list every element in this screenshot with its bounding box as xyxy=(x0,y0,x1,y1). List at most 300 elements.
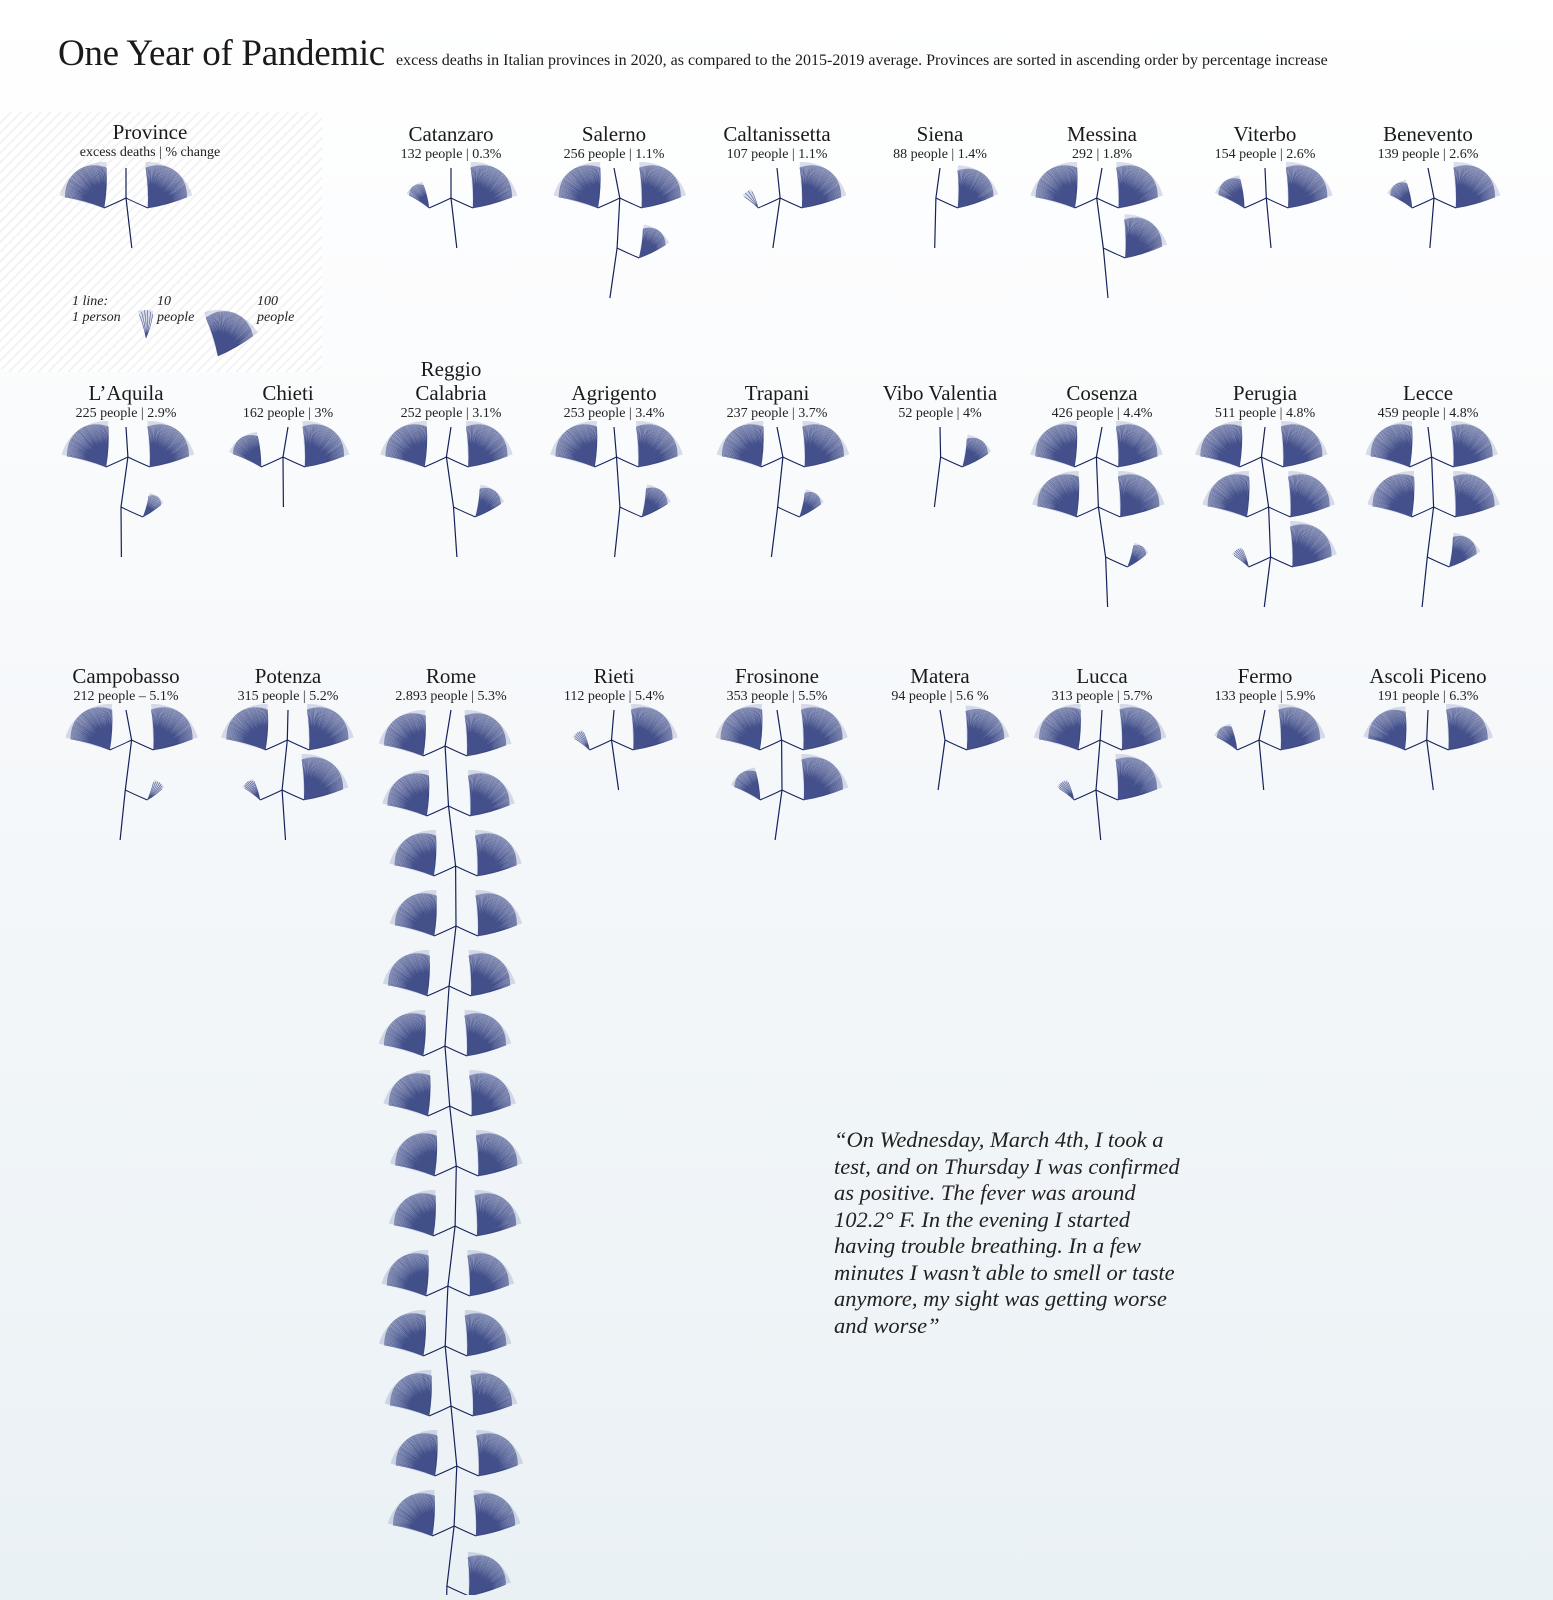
province-branch xyxy=(1215,162,1333,248)
branch xyxy=(1271,557,1293,567)
leaf-lines xyxy=(1454,165,1495,208)
branch xyxy=(265,740,287,750)
branch xyxy=(428,1106,450,1116)
leaf-lines xyxy=(1286,165,1327,208)
leaf-lines xyxy=(802,757,843,800)
leaf-lines xyxy=(384,1013,426,1056)
branch xyxy=(434,926,456,936)
branch xyxy=(429,198,451,208)
branch xyxy=(457,1466,479,1476)
leaf-shade xyxy=(390,1130,437,1176)
province-name: Vibo Valentia xyxy=(882,381,998,405)
leaf-shade xyxy=(1032,471,1079,517)
leaf-shade xyxy=(229,432,261,467)
province-card xyxy=(692,122,862,164)
province-stat: 252 people | 3.1% xyxy=(400,406,502,421)
branch xyxy=(1244,198,1266,208)
province-name: Perugia xyxy=(1232,381,1298,405)
branch xyxy=(620,198,642,208)
leaf-shade xyxy=(1281,421,1328,467)
province-stat: 132 people | 0.3% xyxy=(400,147,502,162)
stem xyxy=(121,427,128,557)
stem xyxy=(610,168,620,298)
leaf-lines xyxy=(1371,424,1412,467)
province-name: Lecce xyxy=(1402,381,1454,405)
province-card xyxy=(529,664,699,706)
leaf-lines xyxy=(469,953,510,996)
leaf-shade xyxy=(143,493,164,517)
province-branch xyxy=(1214,704,1325,790)
chart-title: One Year of Pandemic xyxy=(58,33,385,74)
stem xyxy=(934,427,940,507)
leaf-lines xyxy=(385,424,427,467)
province-name: Ascoli Piceno xyxy=(1369,664,1487,688)
leaf-shade xyxy=(468,1552,511,1596)
leaf-lines xyxy=(143,495,161,517)
province-stat: 94 people | 5.6 % xyxy=(891,689,989,704)
province-name: Rome xyxy=(425,664,477,688)
leaf-shade xyxy=(303,421,350,467)
branch xyxy=(427,806,449,816)
leaf-lines xyxy=(966,709,1004,750)
branch xyxy=(456,926,478,936)
province-card xyxy=(692,664,862,706)
leaf-shade xyxy=(1030,162,1077,208)
stem xyxy=(282,710,288,840)
leaf-lines xyxy=(474,1493,515,1536)
branch xyxy=(106,457,128,467)
stem xyxy=(283,427,288,507)
leaf-lines xyxy=(722,424,764,467)
leaf-shade xyxy=(963,435,992,467)
branch xyxy=(449,806,471,816)
branch xyxy=(1259,740,1281,750)
branch xyxy=(283,457,305,467)
branch xyxy=(454,1526,476,1536)
leaf-lines xyxy=(303,424,344,467)
leaf-lines xyxy=(148,424,189,467)
branch xyxy=(1266,198,1288,208)
stem xyxy=(612,710,619,790)
leaf-shade xyxy=(380,421,427,467)
branch xyxy=(450,1106,472,1116)
leaf-lines xyxy=(556,424,598,467)
leaf-shade xyxy=(715,704,762,750)
province-stat: 2.893 people | 5.3% xyxy=(395,689,507,704)
leaf-shade xyxy=(383,950,430,996)
province-stat: 426 people | 4.4% xyxy=(1051,406,1153,421)
province-name: Matera xyxy=(910,664,970,688)
leaf-shade xyxy=(406,182,429,208)
branch xyxy=(1078,740,1100,750)
leaf-lines xyxy=(1118,474,1159,517)
stem xyxy=(938,710,945,790)
province-card xyxy=(41,381,211,423)
leaf-shade xyxy=(476,890,523,936)
branch xyxy=(449,986,471,996)
province-name: Cosenza xyxy=(1066,381,1138,405)
province-branch xyxy=(1034,704,1167,840)
leaf-shade xyxy=(1120,704,1167,750)
province-stat: 112 people | 5.4% xyxy=(563,689,665,704)
leaf-shade xyxy=(1363,706,1405,750)
province-stat: 313 people | 5.7% xyxy=(1051,689,1153,704)
leaf-shade xyxy=(474,1490,521,1536)
leaf-shade xyxy=(1367,471,1414,517)
province-stat: 353 people | 5.5% xyxy=(726,689,828,704)
province-branch xyxy=(1363,704,1493,790)
branch xyxy=(1106,557,1128,567)
leaf-shade xyxy=(476,485,505,517)
leaf-lines xyxy=(745,191,759,208)
province-card xyxy=(1343,664,1513,706)
leaf-shade xyxy=(1202,471,1249,517)
branch xyxy=(1103,248,1125,258)
leaf-lines xyxy=(151,707,192,750)
branch xyxy=(1412,198,1434,208)
leaf-shade xyxy=(385,1370,432,1416)
province-stat: 256 people | 1.1% xyxy=(563,147,665,162)
leaf-lines xyxy=(470,1073,511,1116)
leaf-shade xyxy=(1195,421,1242,467)
leaf-lines xyxy=(1281,424,1322,467)
leaf-lines xyxy=(1373,474,1415,517)
leaf-lines xyxy=(639,228,665,258)
branch xyxy=(434,866,456,876)
province-card xyxy=(1180,122,1350,164)
leaf-lines xyxy=(1447,707,1488,750)
leaf-lines xyxy=(384,1313,426,1356)
branch xyxy=(287,740,309,750)
branch xyxy=(423,1046,445,1056)
province-card xyxy=(366,122,536,164)
branch xyxy=(132,740,154,750)
branch xyxy=(445,1046,467,1056)
province-stat: 88 people | 1.4% xyxy=(893,147,987,162)
leaf-shade xyxy=(1118,471,1165,517)
province-name: Frosinone xyxy=(735,664,819,688)
leaf-lines xyxy=(465,713,506,756)
leaf-shade xyxy=(1446,704,1493,750)
province-branch xyxy=(935,165,999,248)
branch xyxy=(590,740,612,750)
leaf-lines xyxy=(395,1133,437,1176)
branch xyxy=(598,198,620,208)
province-branch xyxy=(65,704,198,840)
branch xyxy=(432,1526,454,1536)
leaf-shade xyxy=(476,1430,523,1476)
province-branch xyxy=(62,421,195,557)
province-name: Viterbo xyxy=(1233,122,1297,146)
branch xyxy=(1434,507,1456,517)
legend-name: Province xyxy=(112,120,188,144)
province-stat: 237 people | 3.7% xyxy=(726,406,828,421)
province-card xyxy=(855,664,1025,706)
province-card xyxy=(529,122,699,164)
leaf-lines xyxy=(1120,707,1161,750)
branch xyxy=(760,790,782,800)
province-stat: 212 people – 5.1% xyxy=(73,689,179,704)
leaf-shade xyxy=(62,421,109,467)
stem xyxy=(1261,427,1270,607)
branch xyxy=(783,457,805,467)
branch xyxy=(1098,507,1120,517)
leaf-lines xyxy=(1234,549,1249,567)
province-name: Benevento xyxy=(1383,122,1473,146)
leaf-shade xyxy=(743,189,758,208)
leaf-lines xyxy=(393,1493,435,1536)
leaf-lines xyxy=(71,707,113,750)
province-stat: 154 people | 2.6% xyxy=(1214,147,1316,162)
leaf-lines xyxy=(388,953,430,996)
leaf-shade xyxy=(800,489,824,517)
leaf-lines xyxy=(640,165,681,208)
leaf-shade xyxy=(467,1250,514,1296)
branch xyxy=(261,457,283,467)
leaf-shade xyxy=(1030,421,1077,467)
leaf-lines xyxy=(1218,178,1244,208)
branch xyxy=(617,248,639,258)
leaf-shade xyxy=(1116,162,1163,208)
province-card xyxy=(1017,381,1187,423)
stem xyxy=(773,168,780,248)
leaf-lines xyxy=(390,1373,432,1416)
province-card xyxy=(692,381,862,423)
legend-province-label xyxy=(65,120,235,162)
province-stat: 459 people | 4.8% xyxy=(1377,406,1479,421)
province-branch xyxy=(715,704,848,840)
province-card xyxy=(366,664,536,706)
leaf-lines xyxy=(1279,707,1320,750)
leaf-lines xyxy=(575,732,590,750)
branch xyxy=(782,740,804,750)
leaf-shade xyxy=(471,1370,518,1416)
leaf-lines xyxy=(388,773,430,816)
leaf-lines xyxy=(801,707,842,750)
province-branch xyxy=(221,704,354,840)
branch xyxy=(760,740,782,750)
stem xyxy=(771,427,783,557)
leaf-lines xyxy=(1449,536,1476,567)
province-card xyxy=(203,381,373,423)
province-branch xyxy=(743,162,847,248)
leaf-shade xyxy=(554,162,601,208)
province-branch xyxy=(1387,162,1500,248)
leaf-lines xyxy=(468,1253,509,1296)
leaf-shade xyxy=(802,421,849,467)
branch xyxy=(260,790,282,800)
leaf-shade xyxy=(1290,521,1337,567)
leaf-shade xyxy=(1453,471,1500,517)
leaf-lines xyxy=(466,424,507,467)
province-name: Rieti xyxy=(593,664,635,688)
leaf-lines xyxy=(631,707,672,750)
province-branch xyxy=(550,421,683,557)
branch xyxy=(423,1346,445,1356)
leaf-lines xyxy=(476,488,501,517)
leaf-shade xyxy=(1232,547,1249,567)
province-name: Siena xyxy=(916,122,964,146)
branch xyxy=(612,740,634,750)
leaf-shade xyxy=(550,421,597,467)
legend-subtitle: excess deaths | % change xyxy=(79,145,221,160)
province-name: Trapani xyxy=(744,381,810,405)
province-stat: 253 people | 3.4% xyxy=(563,406,665,421)
branch xyxy=(423,746,445,756)
province-branch xyxy=(1365,421,1499,607)
province-stat: 139 people | 2.6% xyxy=(1377,147,1479,162)
leaf-lines xyxy=(1451,424,1492,467)
stem xyxy=(446,427,457,557)
province-card xyxy=(366,357,536,423)
leaf-lines xyxy=(471,165,512,208)
leaf-lines xyxy=(1200,424,1242,467)
leaf-shade xyxy=(221,704,268,750)
leaf-lines xyxy=(233,435,261,467)
province-stat: 52 people | 4% xyxy=(898,406,982,421)
leaf-shade xyxy=(1365,421,1412,467)
leaf-shade xyxy=(639,162,686,208)
stem xyxy=(935,168,940,248)
province-stat: 162 people | 3% xyxy=(242,406,334,421)
stem xyxy=(1265,168,1271,248)
province-branch xyxy=(1195,421,1337,607)
stem xyxy=(120,710,132,840)
stem xyxy=(1096,427,1107,607)
province-name: Chieti xyxy=(262,381,314,405)
leaf-lines xyxy=(958,169,994,208)
province-branch xyxy=(573,704,678,790)
province-branch xyxy=(717,421,850,557)
branch xyxy=(941,457,963,467)
province-card xyxy=(1343,122,1513,164)
branch xyxy=(1432,457,1454,467)
leaf-shade xyxy=(388,1490,435,1536)
leaf-lines xyxy=(1390,182,1412,208)
leaf-lines xyxy=(476,893,517,936)
leaf-lines xyxy=(471,1373,512,1416)
leaf-lines xyxy=(465,1313,506,1356)
province-stat: 107 people | 1.1% xyxy=(726,147,828,162)
leaf-shade xyxy=(802,754,849,800)
province-card xyxy=(855,381,1025,423)
leaf-lines xyxy=(1288,474,1329,517)
leaf-lines xyxy=(395,833,437,876)
leaf-lines xyxy=(245,781,261,800)
leaf-shade xyxy=(469,950,516,996)
branch xyxy=(1249,557,1271,567)
leaf-shade xyxy=(242,779,260,800)
branch xyxy=(433,1226,455,1236)
leaf-shade xyxy=(639,225,669,258)
branch xyxy=(1239,457,1261,467)
branch xyxy=(1434,198,1456,208)
province-card xyxy=(855,122,1025,164)
branch xyxy=(617,457,639,467)
province-branch xyxy=(229,421,349,507)
leaf-shade xyxy=(468,770,515,816)
province-card xyxy=(1180,664,1350,706)
branch xyxy=(451,1406,473,1416)
stem xyxy=(1427,710,1434,790)
province-stat: 191 people | 6.3% xyxy=(1377,689,1479,704)
leaf-shade xyxy=(1279,704,1326,750)
leaf-lines xyxy=(1035,424,1077,467)
branch xyxy=(446,457,468,467)
branch xyxy=(1096,790,1118,800)
leaf-shade xyxy=(1449,533,1480,567)
branch xyxy=(782,790,804,800)
leaf-lines xyxy=(1290,524,1331,567)
province-card xyxy=(203,664,373,706)
leaf-shade xyxy=(1288,471,1335,517)
leaf-shade xyxy=(636,421,683,467)
branch xyxy=(445,1346,467,1356)
branch xyxy=(1076,507,1098,517)
legend-note-hundred: 100 people xyxy=(257,294,295,325)
province-name: Catanzaro xyxy=(408,122,494,146)
province-branch xyxy=(379,710,523,1600)
leaf-lines xyxy=(1368,710,1406,750)
leaf-lines xyxy=(1059,782,1074,801)
stem xyxy=(775,710,782,840)
leaf-lines xyxy=(389,1073,431,1116)
leaf-shade xyxy=(476,1130,523,1176)
province-stat: 133 people | 5.9% xyxy=(1214,689,1316,704)
leaf-shade xyxy=(1125,214,1168,258)
stem xyxy=(1422,427,1434,607)
leaf-shade xyxy=(382,770,429,816)
branch xyxy=(1427,740,1449,750)
leaf-shade xyxy=(1454,162,1501,208)
leaf-lines xyxy=(465,1013,506,1056)
province-name: Messina xyxy=(1067,122,1137,146)
leaf-shade xyxy=(1215,175,1244,208)
branch xyxy=(451,198,473,208)
leaf-shade xyxy=(717,421,764,467)
leaf-lines xyxy=(387,1253,429,1296)
branch xyxy=(445,746,467,756)
leaf-lines xyxy=(803,424,844,467)
leaf-shade xyxy=(1387,180,1412,208)
branch xyxy=(780,198,802,208)
branch xyxy=(1261,457,1283,467)
leaf-lines xyxy=(642,488,668,517)
province-card xyxy=(1180,381,1350,423)
branch xyxy=(945,740,967,750)
leaf-lines xyxy=(226,707,267,750)
leaf-lines xyxy=(394,1193,436,1236)
province-card xyxy=(41,664,211,706)
province-name: Caltanissetta xyxy=(723,122,831,146)
leaf-shade xyxy=(147,421,194,467)
branch xyxy=(128,457,150,467)
province-name: L’Aquila xyxy=(88,381,164,405)
branch xyxy=(761,457,783,467)
stem xyxy=(1259,710,1265,790)
legend-note-line: 1 line: 1 person xyxy=(72,294,121,325)
stem xyxy=(451,168,457,248)
branch xyxy=(1405,740,1427,750)
province-name: Salerno xyxy=(581,122,647,146)
leaf-lines xyxy=(67,424,109,467)
leaf-shade xyxy=(379,710,426,756)
branch xyxy=(758,198,780,208)
leaf-shade xyxy=(966,706,1010,750)
stem xyxy=(1428,168,1434,248)
branch xyxy=(620,507,642,517)
leaf-shade xyxy=(379,1010,426,1056)
